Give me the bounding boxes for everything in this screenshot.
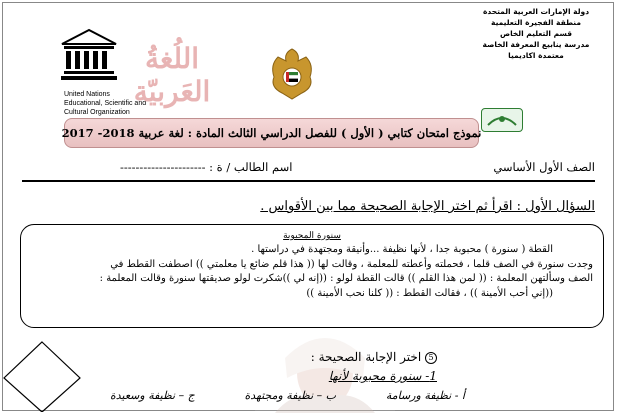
story-line: الصف وسألتهن المعلمة : (( لمن هذا القلم )) قالت القطة لولو : ((إنه لي ))شكرت لولو صديقتها سنورة وقالت المعلمة : (99, 273, 593, 284)
choose-answer-text: اختر الإجابة الصحيحة : (310, 350, 422, 364)
question-one-heading: السؤال الأول : اقرأ ثم اختر الإجابة الصحيحة مما بين الأقواس . (260, 199, 595, 214)
unesco-logo (58, 28, 120, 88)
grade-label: الصف الأول الأساسي (493, 160, 595, 174)
header-line-accredited: معتمدة اكاديميا (508, 51, 564, 60)
story-line: وجدت سنورة في الصف قلما ، فحملته وأعطته للمعلمة ، وقالت لها (( هذا قلم ضائع يا معلمتي )) اصطفت القطط في (110, 258, 593, 270)
option-b[interactable]: ب – نظيفة ومجتهدة (244, 389, 336, 402)
unesco-line-2: Educational, Scientific and (64, 100, 147, 107)
header-divider (22, 180, 595, 182)
header-line-country: دولة الإمارات العربية المتحدة (482, 7, 590, 16)
exam-title-banner (61, 118, 482, 148)
option-a[interactable]: أ - نظيفة ورسامة (385, 389, 465, 402)
student-name-label: اسم الطالب / ة : ---------------------- (120, 160, 293, 174)
choose-answer-label (311, 350, 437, 364)
school-logo (481, 108, 523, 132)
question-number-circle: 5 (425, 352, 437, 364)
arabic-language-logo: اللُغةُ العَربيّة (133, 42, 211, 108)
answer-options (110, 389, 465, 402)
exam-title-text: نموذج امتحان كتابي ( الأول ) للفصل الدراسي الثالث المادة : لغة عربية 2018- 2017 (61, 126, 482, 140)
story-title: سنورة المحبوبة (283, 231, 341, 241)
uae-emblem (262, 43, 322, 103)
header-line-department: قسم التعليم الخاص (499, 29, 573, 38)
header-line-school: مدرسة ينابيع المعرفة الخاصة (482, 40, 590, 49)
diamond-shape (2, 340, 82, 412)
unesco-line-3: Cultural Organization (64, 109, 130, 116)
story-box (20, 224, 604, 328)
story-line: ((إني أحب الأمينة )) ، فقالت القطط : (( كلنا نحب الأمينة )) (306, 287, 553, 299)
school-header (461, 6, 611, 61)
story-line: القطة ( سنورة ) محبوبة جدا ، لأنها نظيفة ...وأنيقة ومجتهدة في دراستها . (251, 244, 553, 255)
header-line-region: منطقة الفجيرة التعليمية (491, 18, 581, 27)
option-c[interactable]: ج – نظيفة وسعيدة (110, 389, 195, 402)
question-1-label: 1- سنورة محبوبة لأنها (328, 369, 437, 383)
unesco-line-1: United Nations (64, 91, 110, 98)
